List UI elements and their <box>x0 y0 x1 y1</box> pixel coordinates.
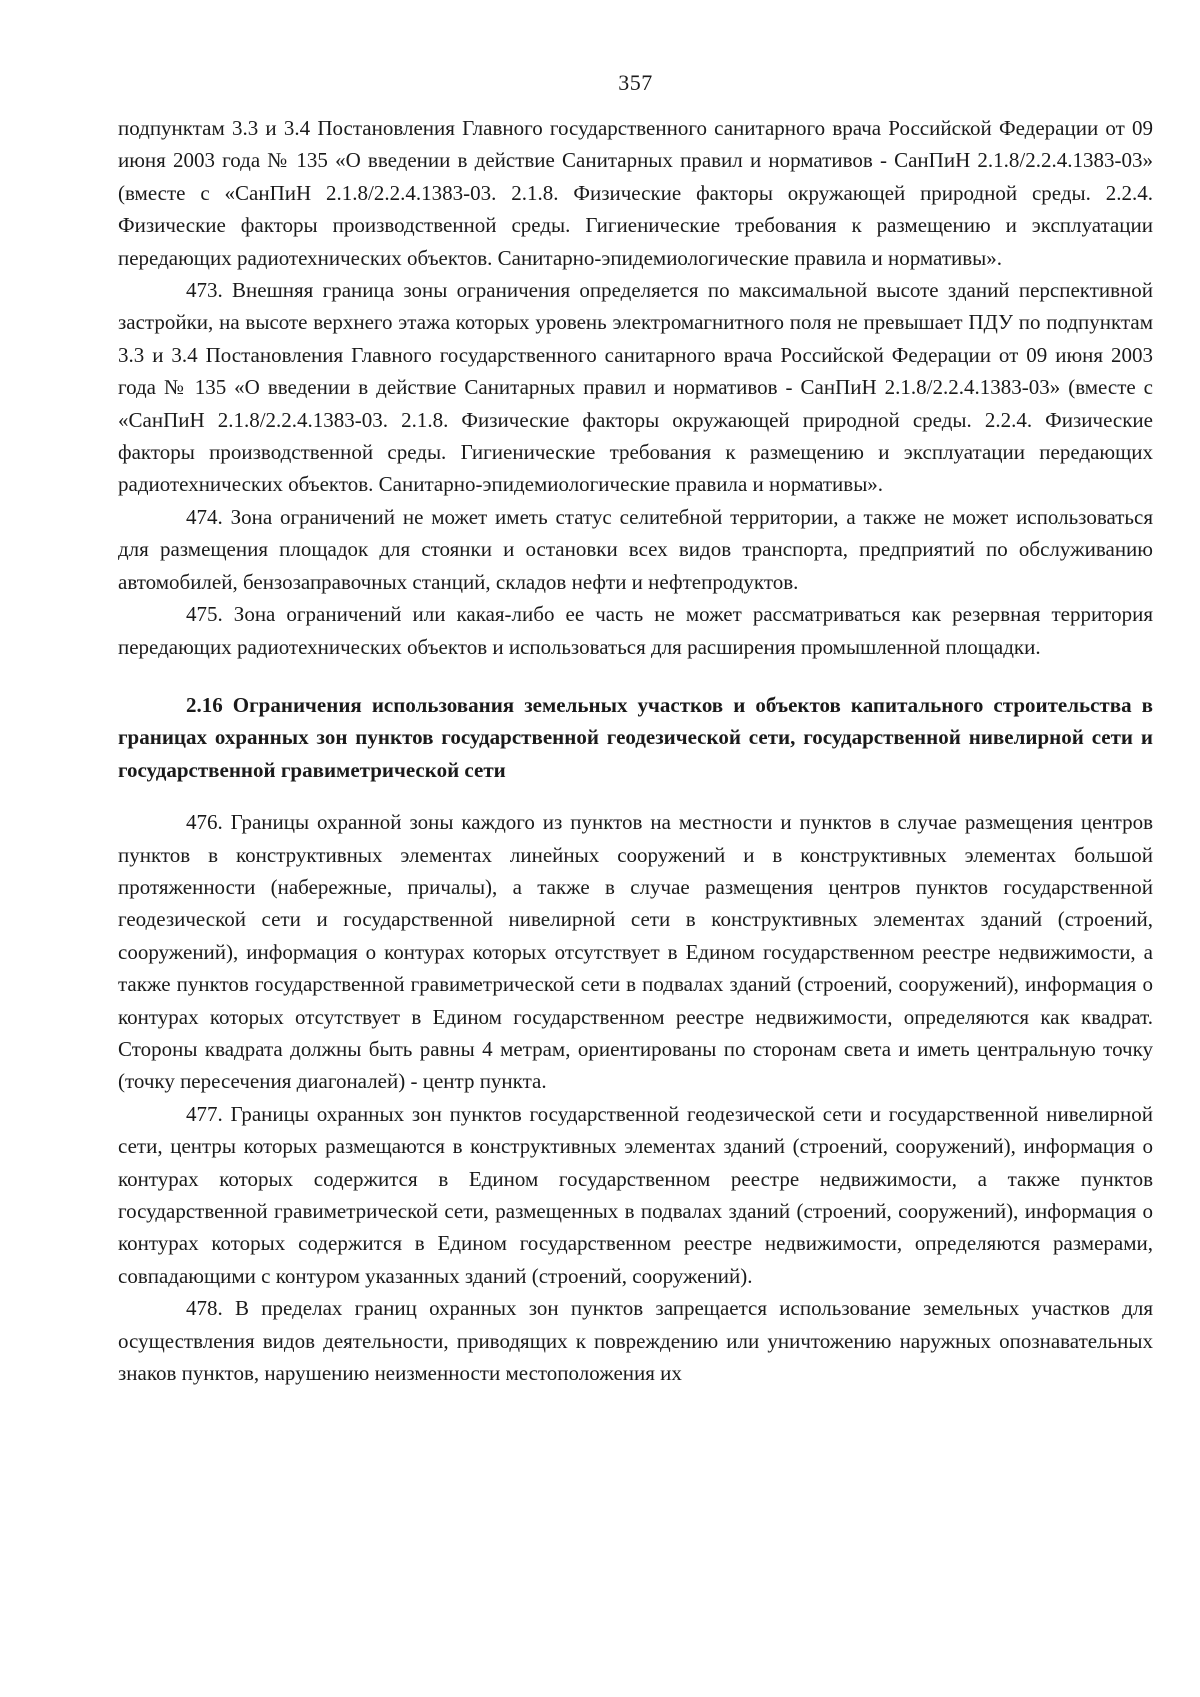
paragraph-475: 475. Зона ограничений или какая-либо ее часть не может рассматриваться как резервная территория передающих радиотехнических объектов и использоваться для расширения промышленной площадки. <box>118 602 1153 659</box>
section-heading: 2.16 Ограничения использования земельных участков и объектов капитального строительства в границах охранных зон пунктов государственной геодезической сети, государственной нивелирной сети и государственной гравиметрической сети <box>118 692 1153 782</box>
paragraph-476: 476. Границы охранной зоны каждого из пунктов на местности и пунктов в случае размещения центров пунктов в конструктивных элементах линейных сооружений и в конструктивных элементах большой протяженности (набережные, причалы), а также в случае размещения центров пунктов государственной геодезической сети и государственной нивелирной сети в конструктивных элементах зданий (строений, сооружений), информация о контурах которых отсутствует в Едином государственном реестре недвижимости, а также пунктов государственной гравиметрической сети в подвалах зданий (строений, сооружений), информация о контурах которых отсутствует в Едином государственном реестре недвижимости, определяются как квадрат. Стороны квадрата должны быть равны 4 метрам, ориентированы по сторонам света и иметь центральную точку (точку пересечения диагоналей) - центр пункта. <box>118 810 1153 1094</box>
document-body <box>118 112 1153 1389</box>
paragraph-478: 478. В пределах границ охранных зон пунктов запрещается использование земельных участков для осуществления видов деятельности, приводящих к повреждению или уничтожению наружных опознавательных знаков пунктов, нарушению неизменности местоположения их <box>118 1296 1153 1386</box>
paragraph-continuation: подпунктам 3.3 и 3.4 Постановления Главного государственного санитарного врача Российской Федерации от 09 июня 2003 года № 135 «О введении в действие Санитарных правил и нормативов - СанПиН 2.1.8/2.2.4.1383-03» (вместе с «СанПиН 2.1.8/2.2.4.1383-03. 2.1.8. Физические факторы окружающей природной среды. 2.2.4. Физические факторы производственной среды. Гигиенические требования к размещению и эксплуатации передающих радиотехнических объектов. Санитарно-эпидемиологические правила и нормативы». <box>118 116 1153 270</box>
paragraph-473: 473. Внешняя граница зоны ограничения определяется по максимальной высоте зданий перспективной застройки, на высоте верхнего этажа которых уровень электромагнитного поля не превышает ПДУ по подпунктам 3.3 и 3.4 Постановления Главного государственного санитарного врача Российской Федерации от 09 июня 2003 года № 135 «О введении в действие Санитарных правил и нормативов - СанПиН 2.1.8/2.2.4.1383-03» (вместе с «СанПиН 2.1.8/2.2.4.1383-03. 2.1.8. Физические факторы окружающей природной среды. 2.2.4. Физические факторы производственной среды. Гигиенические требования к размещению и эксплуатации передающих радиотехнических объектов. Санитарно-эпидемиологические правила и нормативы». <box>118 278 1153 497</box>
paragraph-474: 474. Зона ограничений не может иметь статус селитебной территории, а также не может использоваться для размещения площадок для стоянки и остановки всех видов транспорта, предприятий по обслуживанию автомобилей, бензозаправочных станций, складов нефти и нефтепродуктов. <box>118 504 1153 594</box>
paragraph-477: 477. Границы охранных зон пунктов государственной геодезической сети и государственной нивелирной сети, центры которых размещаются в конструктивных элементах зданий (строений, сооружений), информация о контурах которых содержится в Едином государственном реестре недвижимости, а также пунктов государственной гравиметрической сети, размещенных в подвалах зданий (строений, сооружений), информация о контурах которых содержится в Едином государственном реестре недвижимости, определяются размерами, совпадающими с контуром указанных зданий (строений, сооружений). <box>118 1101 1153 1288</box>
page-number: 357 <box>618 70 653 95</box>
